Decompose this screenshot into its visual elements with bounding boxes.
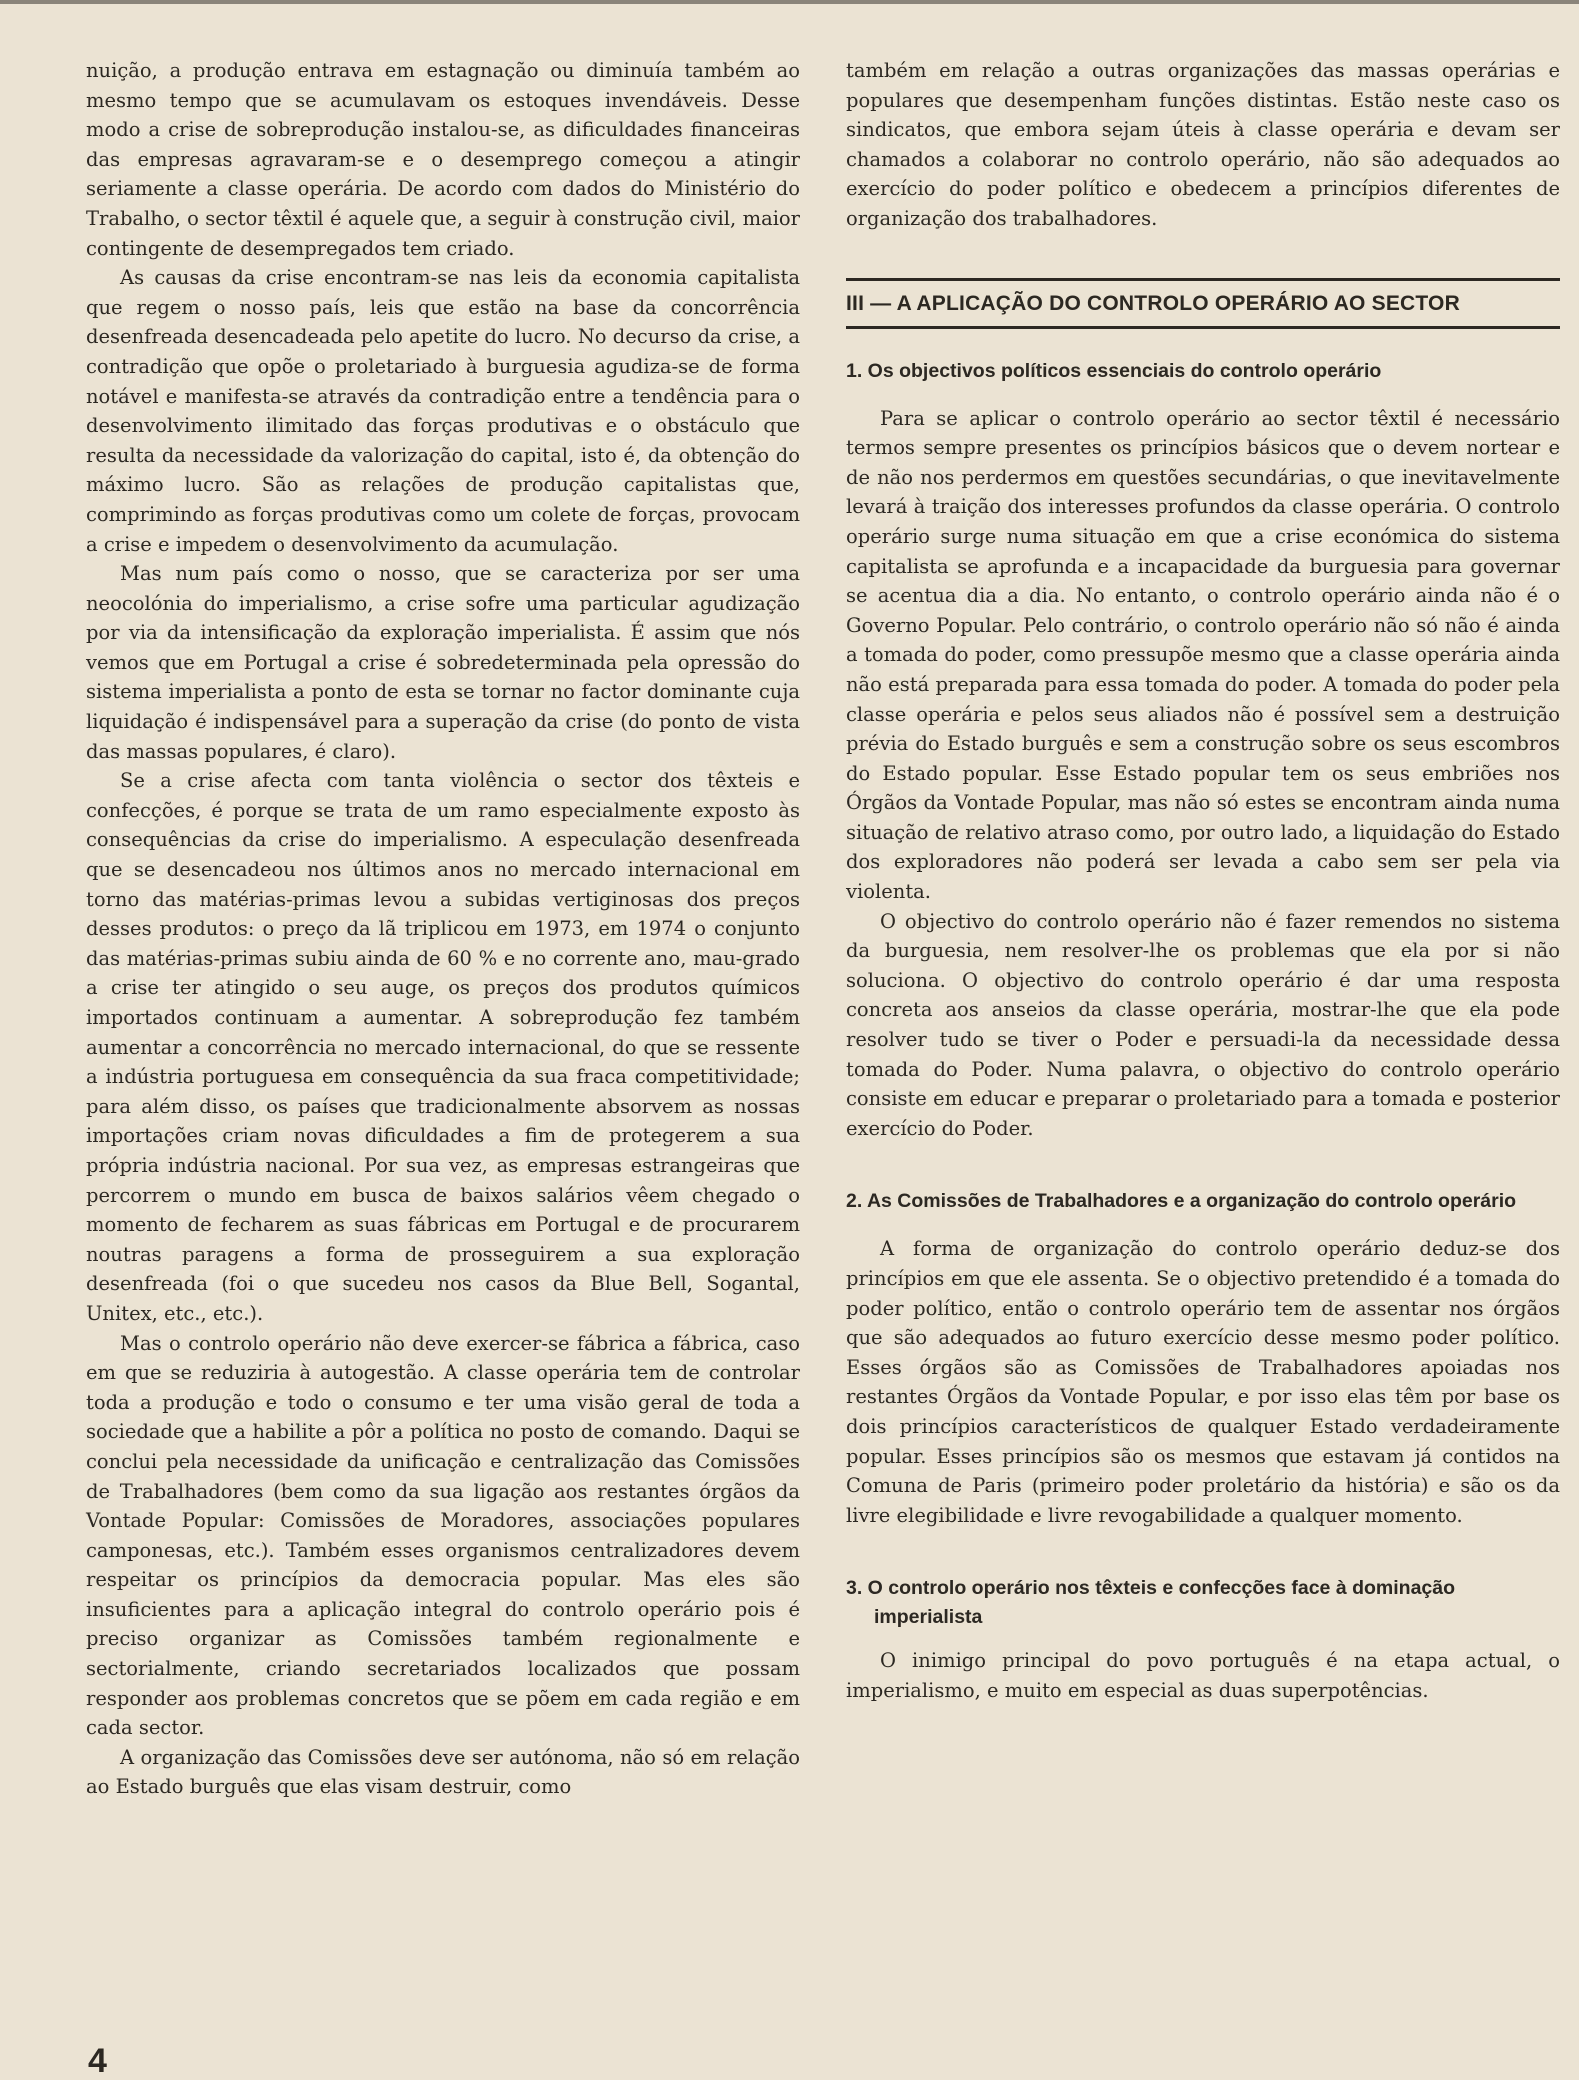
right-column <box>846 56 1560 1706</box>
subsection-title: 2. As Comissões de Trabalhadores e a organização do controlo operário <box>846 1190 1517 1213</box>
paragraph: O objectivo do controlo operário não é fazer remendos no sistema da burguesia, nem resolver-lhe os problemas que ela por si não soluciona. O objectivo do controlo operário é dar uma resposta concreta aos anseios da classe operária, mostrar-lhe que ela pode resolver tudo se tiver o Poder e persuadi-la da necessidade dessa tomada do Poder. Numa palavra, o objectivo do controlo operário consiste em educar e preparar o proletariado para a tomada e posterior exercício do Poder. <box>846 909 1560 1140</box>
paragraph: As causas da crise encontram-se nas leis da economia capitalista que regem o nosso país, leis que estão na base da concorrência desenfreada desencadeada pelo apetite do lucro. No decurso da crise, a contradição que opõe o proletariado à burguesia agudiza-se de forma notável e manifesta-se através da contradição entre a tendência para o desenvolvimento ilimitado das forças produtivas e o obstáculo que resulta da necessidade da valorização do capital, isto é, da obtenção do máximo lucro. São as relações de produção capitalistas que, comprimindo as forças produtivas como um colete de forças, provocam a crise e impedem o desenvolvimento da acumulação. <box>86 266 800 556</box>
paragraph: Mas num país como o nosso, que se caracteriza por ser uma neocolónia do imperialismo, a crise sofre uma particular agudização por via da intensificação da exploração imperialista. É assim que nós vemos que em Portugal a crise é sobredeterminada pela opressão do sistema imperialista a ponto de esta se tornar no factor dominante cuja liquidação é indispensável para a superação da crise (do ponto de vista das massas populares, é claro). <box>86 562 800 763</box>
paragraph: A forma de organização do controlo operário deduz-se dos princípios em que ele assenta. Se o objectivo pretendido é a tomada do poder político, então o controlo operário tem de assentar nos órgãos que são adequados ao futuro exercício desse mesmo poder político. Esses órgãos são as Comissões de Trabalhadores apoiadas nos restantes Órgãos da Vontade Popular, e por isso elas têm por base os dois princípios característicos de qualquer Estado verdadeiramente popular. Esses princípios são os mesmos que estavam já contidos na Comuna de Paris (primeiro poder proletário da história) e são os da livre elegibilidade e livre revogabilidade a qualquer momento. <box>846 1237 1560 1527</box>
section-title: III — A APLICAÇÃO DO CONTROLO OPERÁRIO AO SECTOR <box>846 291 1460 315</box>
top-border <box>0 0 1579 4</box>
paragraph: Mas o controlo operário não deve exercer-se fábrica a fábrica, caso em que se reduziria à autogestão. A classe operária tem de controlar toda a produção e todo o consumo e ter uma visão geral de toda a sociedade que a habilite a pôr a política no posto de comando. Daqui se conclui pela necessidade da unificação e centralização das Comissões de Trabalhadores (bem como da sua ligação aos restantes órgãos da Vontade Popular: Comissões de Moradores, associações populares camponesas, etc.). Também esses organismos centralizadores devem respeitar os princípios da democracia popular. Mas eles são insuficientes para a aplicação integral do controlo operário pois é preciso organizar as Comissões também regionalmente e sectorialmente, criando secretariados localizados que possam responder aos problemas concretos que se põem em cada região e em cada sector. <box>86 1331 800 1740</box>
paragraph: O inimigo principal do povo português é na etapa actual, o imperialismo, e muito em especial as duas superpotências. <box>846 1649 1560 1702</box>
subsection-title: 3. O controlo operário nos têxteis e confecções face à dominação imperialista <box>846 1577 1456 1629</box>
paragraph: nuição, a produção entrava em estagnação ou diminuía também ao mesmo tempo que se acumulavam os estoques invendáveis. Desse modo a crise de sobreprodução instalou-se, as dificuldades financeiras das empresas agravaram-se e o desemprego começou a atingir seriamente a classe operária. De acordo com dados do Ministério do Trabalho, o sector têxtil é aquele que, a seguir à construção civil, maior contingente de desempregados tem criado. <box>86 59 800 260</box>
left-column <box>86 56 800 1802</box>
paragraph: também em relação a outras organizações das massas operárias e populares que desempenham funções distintas. Estão neste caso os sindicatos, que embora sejam úteis à classe operária e devam ser chamados a colaborar no controlo operário, não são adequados ao exercício do poder político e obedecem a princípios diferentes de organização dos trabalhadores. <box>846 59 1560 230</box>
paragraph: Para se aplicar o controlo operário ao sector têxtil é necessário termos sempre presentes os princípios básicos que o devem nortear e de não nos perdermos em questões secundárias, o que inevitavelmente levará à traição dos interesses profundos da classe operária. O controlo operário surge numa situação em que a crise económica do sistema capitalista se aprofunda e a incapacidade da burguesia para governar se acentua dia a dia. No entanto, o controlo operário ainda não é o Governo Popular. Pelo contrário, o controlo operário não só não é ainda a tomada do poder, como pressupõe mesmo que a classe operária ainda não está preparada para essa tomada do poder. A tomada do poder pela classe operária e pelos seus aliados não é possível sem a destruição prévia do Estado burguês e sem a construção sobre os seus escombros do Estado popular. Esse Estado popular tem os seus embriões nos Órgãos da Vontade Popular, mas não só estes se encontram ainda numa situação de relativo atraso como, por outro lado, a liquidação do Estado dos exploradores não poderá ser levada a cabo sem ser pela via violenta. <box>846 406 1560 904</box>
paragraph: Se a crise afecta com tanta violência o sector dos têxteis e confecções, é porque se trata de um ramo especialmente exposto às consequências da crise do imperialismo. A especulação desenfreada que se desencadeou nos últimos anos no mercado internacional em torno das matérias-primas levou a subidas vertiginosas dos preços desses produtos: o preço da lã triplicou em 1973, em 1974 o conjunto das matérias-primas subiu ainda de 60 % e no corrente ano, mau-grado a crise ter atingido o seu auge, os preços dos produtos químicos importados continuam a aumentar. A sobreprodução fez também aumentar a concorrência no mercado internacional, do que se ressente a indústria portuguesa em consequência da sua fraca competitividade; para além disso, os países que tradicionalmente absorvem as nossas importações criam novas dificuldades a fim de protegerem a sua própria indústria nacional. Por sua vez, as empresas estrangeiras que percorrem o mundo em busca de baixos salários vêem chegado o momento de fecharem as suas fábricas em Portugal e de procurarem noutras paragens a forma de prosseguirem a sua exploração desenfreada (foi o que sucedeu nos casos da Blue Bell, Sogantal, Unitex, etc., etc.). <box>86 769 800 1325</box>
subsection-title: 1. Os objectivos políticos essenciais do controlo operário <box>846 359 1382 382</box>
paragraph: A organização das Comissões deve ser autónoma, não só em relação ao Estado burguês que elas visam destruir, como <box>86 1745 800 1799</box>
page-number: 4 <box>88 2042 107 2080</box>
